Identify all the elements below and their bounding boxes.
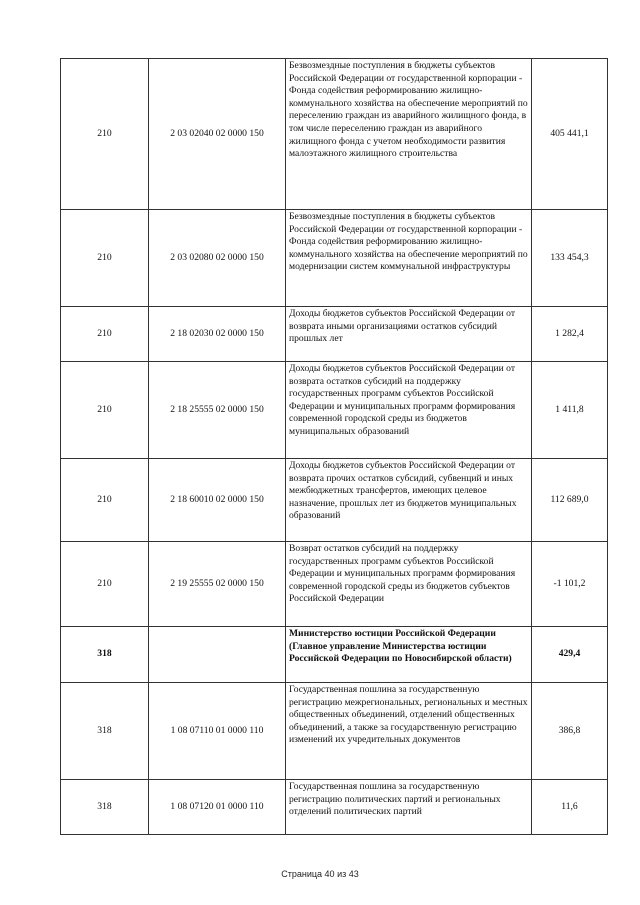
description-cell: Доходы бюджетов субъектов Российской Федерации от возврата иными организациями остатков субсидий прошлых лет: [286, 307, 532, 362]
admin-code-cell: 210: [61, 210, 149, 307]
table-row: [61, 459, 608, 542]
table-row: [61, 683, 608, 780]
budget-code-cell: 2 18 02030 02 0000 150: [149, 307, 286, 362]
admin-code-cell: 318: [61, 627, 149, 683]
amount-cell: 112 689,0: [532, 459, 608, 542]
admin-code-cell: 210: [61, 59, 149, 210]
description-cell: Доходы бюджетов субъектов Российской Федерации от возврата прочих остатков субсидий, субвенций и иных межбюджетных трансфертов, имеющих целевое назначение, прошлых лет из бюджетов муниципальных образований: [286, 459, 532, 542]
admin-code-cell: 210: [61, 307, 149, 362]
description-cell: Государственная пошлина за государственную регистрацию политических партий и региональных отделений политических партий: [286, 780, 532, 835]
description-cell: Безвозмездные поступления в бюджеты субъектов Российской Федерации от государственной корпорации - Фонда содействия реформированию жилищно-коммунального хозяйства на обеспечение мероприятий по переселению граждан из аварийного жилищного фонда, в том числе переселению граждан из аварийного жилищного фонда с учетом необходимости развития малоэтажного жилищного строительства: [286, 59, 532, 210]
admin-code-cell: 210: [61, 362, 149, 459]
amount-cell: 405 441,1: [532, 59, 608, 210]
section-header-row: [61, 627, 608, 683]
description-cell: Возврат остатков субсидий на поддержку государственных программ субъектов Российской Федерации и муниципальных программ формирования современной городской среды из бюджетов субъектов Российской Федерации: [286, 542, 532, 627]
amount-cell: -1 101,2: [532, 542, 608, 627]
table-row: [61, 780, 608, 835]
amount-cell: 11,6: [532, 780, 608, 835]
budget-code-cell: 2 03 02080 02 0000 150: [149, 210, 286, 307]
budget-code-cell: [149, 627, 286, 683]
table-row: [61, 307, 608, 362]
table-row: [61, 210, 608, 307]
budget-code-cell: 2 19 25555 02 0000 150: [149, 542, 286, 627]
admin-code-cell: 318: [61, 780, 149, 835]
budget-code-cell: 2 03 02040 02 0000 150: [149, 59, 286, 210]
budget-code-cell: 2 18 25555 02 0000 150: [149, 362, 286, 459]
revenue-table-page: [60, 58, 608, 835]
description-cell: Безвозмездные поступления в бюджеты субъектов Российской Федерации от государственной корпорации - Фонда содействия реформированию жилищно-коммунального хозяйства на обеспечение мероприятий по модернизации систем коммунальной инфраструктуры: [286, 210, 532, 307]
admin-code-cell: 210: [61, 542, 149, 627]
amount-cell: 1 411,8: [532, 362, 608, 459]
amount-cell: 1 282,4: [532, 307, 608, 362]
admin-code-cell: 210: [61, 459, 149, 542]
table-row: [61, 59, 608, 210]
revenue-table-body: [61, 59, 608, 835]
description-cell: Государственная пошлина за государственную регистрацию межрегиональных, региональных и местных общественных объединений, отделений общественных объединений, а также за государственную регистрацию изменений их учредительных документов: [286, 683, 532, 780]
budget-code-cell: 1 08 07120 01 0000 110: [149, 780, 286, 835]
description-cell: Министерство юстиции Российской Федерации (Главное управление Министерства юстиции Российской Федерации по Новосибирской области): [286, 627, 532, 683]
revenue-table: [60, 58, 608, 835]
budget-code-cell: 2 18 60010 02 0000 150: [149, 459, 286, 542]
amount-cell: 386,8: [532, 683, 608, 780]
budget-code-cell: 1 08 07110 01 0000 110: [149, 683, 286, 780]
page-number-footer: Страница 40 из 43: [281, 869, 359, 879]
description-cell: Доходы бюджетов субъектов Российской Федерации от возврата остатков субсидий на поддержку государственных программ субъектов Российской Федерации и муниципальных программ формирования современной городской среды из бюджетов муниципальных образований: [286, 362, 532, 459]
table-row: [61, 542, 608, 627]
amount-cell: 133 454,3: [532, 210, 608, 307]
amount-cell: 429,4: [532, 627, 608, 683]
admin-code-cell: 318: [61, 683, 149, 780]
table-row: [61, 362, 608, 459]
